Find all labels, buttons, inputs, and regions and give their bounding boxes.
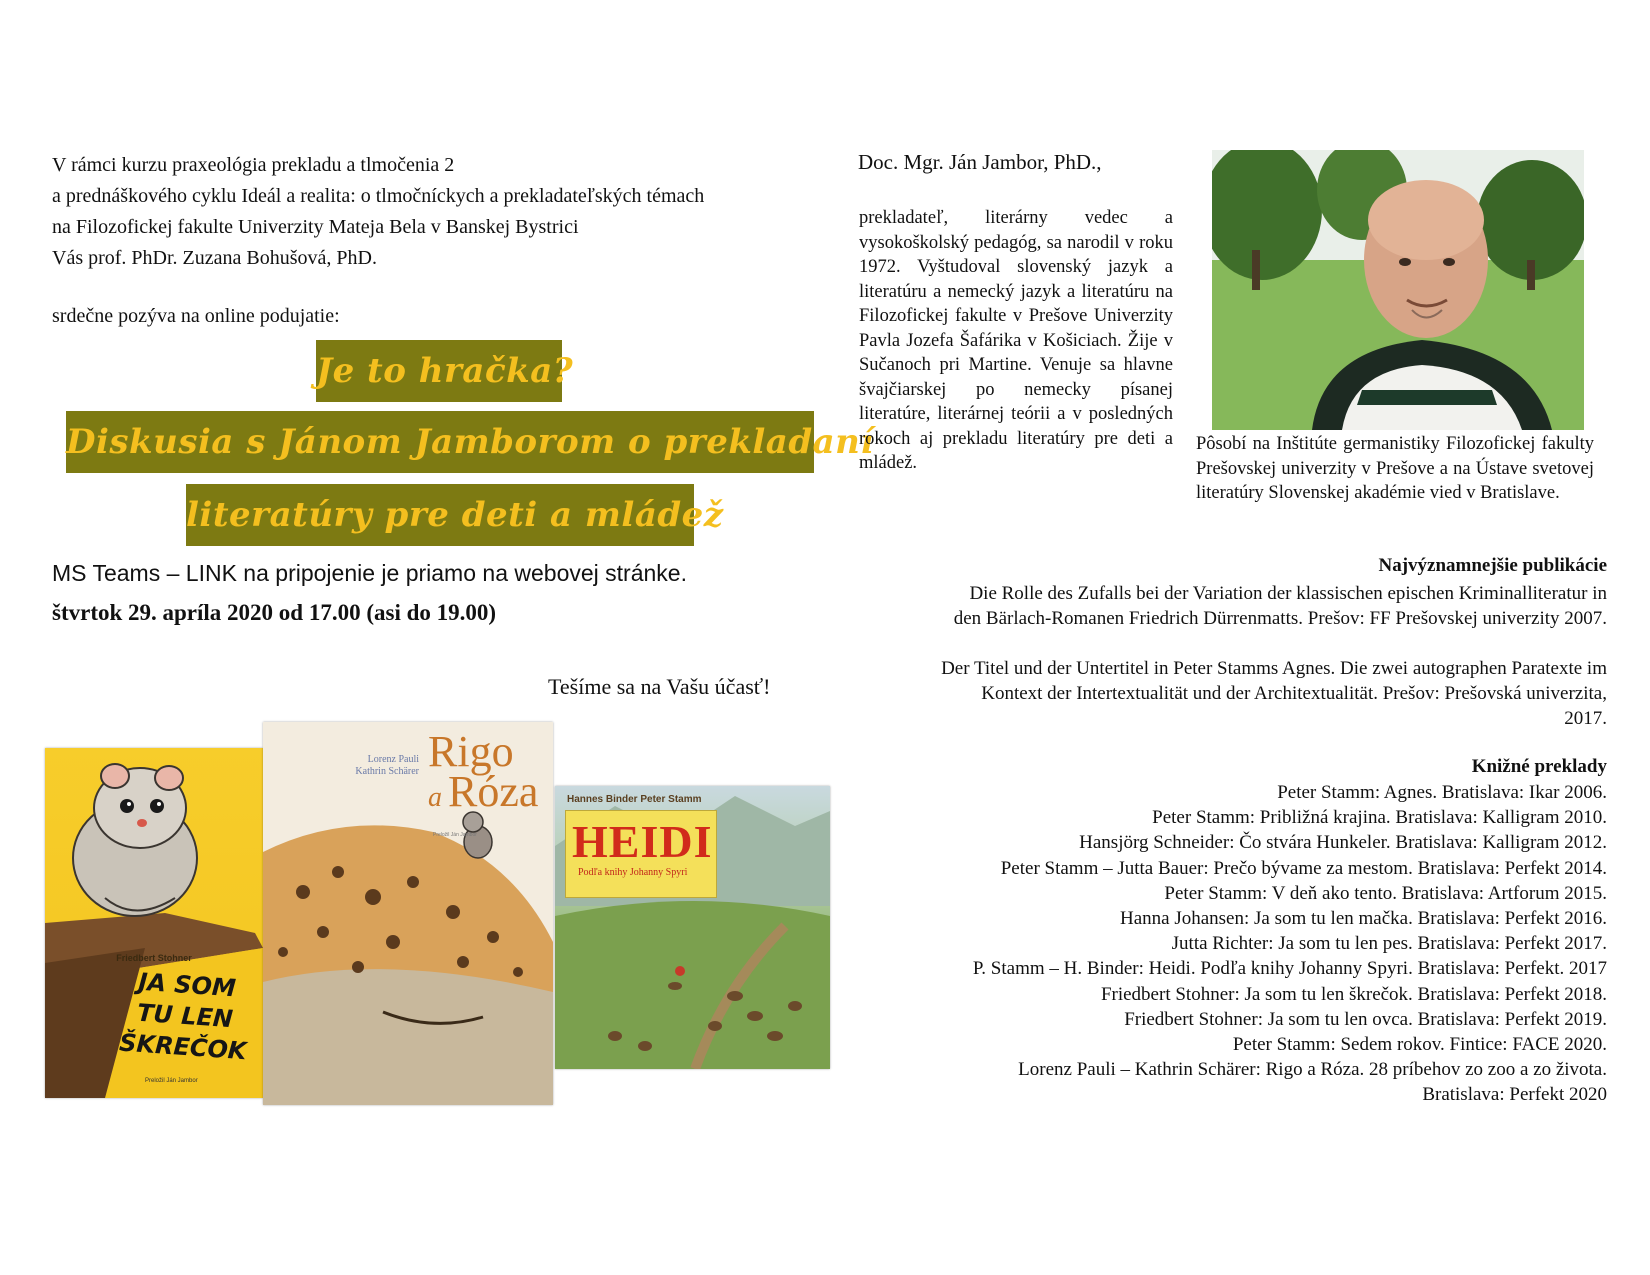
book-authors xyxy=(355,754,419,778)
event-title-line-1: Je to hračka? xyxy=(316,340,562,402)
translation-item: Peter Stamm: Sedem rokov. Fintice: FACE 2020. xyxy=(1232,1034,1607,1056)
translation-item: Friedbert Stohner: Ja som tu len ovca. Bratislava: Perfekt 2019. xyxy=(1124,1008,1607,1030)
book-title-a: a xyxy=(428,782,442,813)
intro-line: a prednáškového cyklu Ideál a realita: o tlmočníckych a prekladateľských témach xyxy=(52,185,705,207)
translation-item: Peter Stamm – Jutta Bauer: Prečo bývame za mestom. Bratislava: Perfekt 2014. xyxy=(1000,857,1607,879)
intro-line: Vás prof. PhDr. Zuzana Bohušová, PhD. xyxy=(52,247,377,269)
book-translator: Preložil Ján Jambor xyxy=(145,1078,198,1084)
ms-teams-link-info: MS Teams – LINK na pripojenie je priamo na webovej stránke. xyxy=(52,560,687,586)
heidi-title-box xyxy=(565,810,717,898)
book-title: JA SOM TU LEN ŠKREČOK xyxy=(118,967,248,1066)
book-subtitle: Podľa knihy Johanny Spyri xyxy=(578,867,688,878)
closing-greeting: Tešíme sa na Vašu účasť! xyxy=(548,674,771,699)
translation-item: Hansjörg Schneider: Čo stvára Hunkeler. Bratislava: Kalligram 2012. xyxy=(1079,832,1607,854)
intro-text xyxy=(52,150,852,274)
translation-item: Peter Stamm: Agnes. Bratislava: Ikar 2006. xyxy=(1277,782,1607,803)
publication-line: Der Titel und der Untertitel in Peter Stamms Agnes. Die zwei autographen Paratexte im xyxy=(941,658,1607,679)
book-title-bottom: Róza xyxy=(448,767,539,816)
book-title xyxy=(428,727,539,818)
publication-item xyxy=(941,656,1607,731)
publications-heading: Najvýznamnejšie publikácie xyxy=(1378,555,1607,576)
translations-list xyxy=(973,780,1607,1108)
publication-line: Kontext der Intertextualität und der Architextualität. Prešov: Prešovská univerzita, xyxy=(981,683,1607,704)
speaker-bio: prekladateľ, literárny vedec a vysokoškolský pedagóg, sa narodil v roku 1972. Vyštudoval slovenský jazyk a literatúru a nemecký jazyk a literatúru na Filozofickej fakulte v Prešove Univerzity Pavla Jozefa Šafárika v Košiciach. Žije v Sučanoch pri Martine. Venuje sa hlavne švajčiarskej po nemecky písanej literatúre, literárnej teórii a v posledných rokoch aj prekladu literatúry pre deti a mládež. xyxy=(859,208,1173,473)
intro-line: na Filozofickej fakulte Univerzity Mateja Bela v Banskej Bystrici xyxy=(52,216,579,238)
event-datetime: štvrtok 29. apríla 2020 od 17.00 (asi do 19.00) xyxy=(52,600,497,625)
book-author: Friedbert Stohner xyxy=(116,953,192,963)
translation-item: P. Stamm – H. Binder: Heidi. Podľa knihy Johanny Spyri. Bratislava: Perfekt. 2017 xyxy=(972,958,1607,980)
intro-line: V rámci kurzu praxeológia prekladu a tlmočenia 2 xyxy=(52,154,455,176)
book-cover-skrecok xyxy=(45,748,263,1098)
publication-line: den Bärlach-Romanen Friedrich Dürrenmatts. Prešov: FF Prešovskej univerzity 2007. xyxy=(953,608,1607,629)
event-title-line-3: literatúry pre deti a mládež xyxy=(186,484,694,546)
translation-item: Bratislava: Perfekt 2020 xyxy=(1422,1084,1607,1106)
translation-item: Friedbert Stohner: Ja som tu len škrečok. Bratislava: Perfekt 2018. xyxy=(1100,983,1607,1005)
book-cover-heidi xyxy=(555,786,830,1069)
book-cover-rigo-a-roza xyxy=(263,722,553,1105)
portrait-illustration xyxy=(1212,150,1584,430)
book-title-top: Rigo xyxy=(428,727,514,776)
invitation-text: srdečne pozýva na online podujatie: xyxy=(52,305,340,327)
publication-line: Die Rolle des Zufalls bei der Variation der klassischen epischen Kriminalliteratur in xyxy=(969,583,1607,604)
book-authors: Hannes Binder Peter Stamm xyxy=(567,794,702,805)
publication-line: 2017. xyxy=(1564,708,1607,729)
translation-item: Jutta Richter: Ja som tu len pes. Bratislava: Perfekt 2017. xyxy=(1171,933,1607,955)
speaker-photo xyxy=(1212,150,1584,430)
translations-heading: Knižné preklady xyxy=(1471,756,1607,777)
book-title: HEIDI xyxy=(572,816,713,867)
book-author: Kathrin Schärer xyxy=(355,766,419,777)
publication-item xyxy=(954,581,1607,631)
speaker-affiliation: Pôsobí na Inštitúte germanistiky Filozofickej fakulty Prešovskej univerzity v Prešove a na Ústave svetovej literatúry Slovenskej akadémie vied v Bratislave. xyxy=(1196,434,1594,503)
event-title-line-2: Diskusia s Jánom Jamborom o prekladaní xyxy=(66,411,814,473)
book-author: Lorenz Pauli xyxy=(367,754,419,765)
translation-item: Peter Stamm: Približná krajina. Bratislava: Kalligram 2010. xyxy=(1152,807,1607,829)
book-translator: Preložil Ján Jambor xyxy=(433,832,477,838)
translation-item: Peter Stamm: V deň ako tento. Bratislava: Artforum 2015. xyxy=(1164,882,1607,904)
speaker-name: Doc. Mgr. Ján Jambor, PhD., xyxy=(858,150,1102,174)
translation-item: Hanna Johansen: Ja som tu len mačka. Bratislava: Perfekt 2016. xyxy=(1119,908,1607,930)
translation-item: Lorenz Pauli – Kathrin Schärer: Rigo a Róza. 28 príbehov zo zoo a zo života. xyxy=(1018,1059,1607,1081)
